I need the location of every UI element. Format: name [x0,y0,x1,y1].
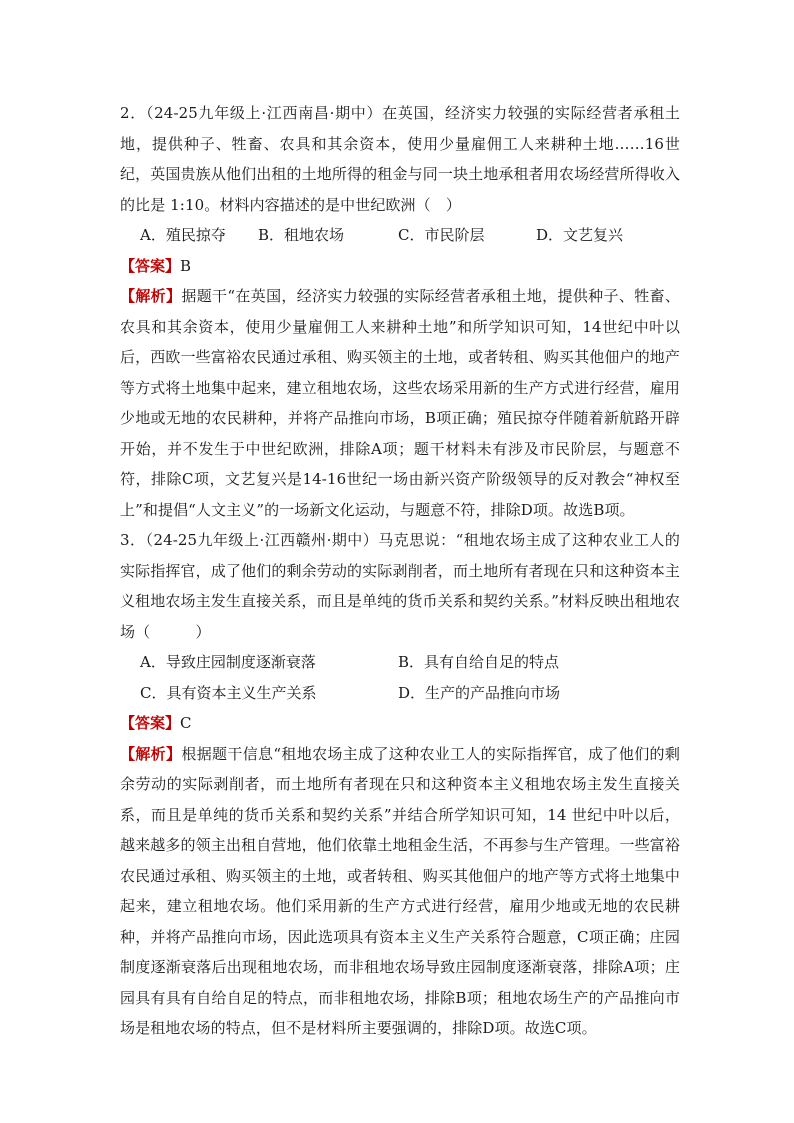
question-2-stem: 2．（24-25九年级上·江西南昌·期中）在英国，经济实力较强的实际经营者承租土地，提供种子、牲畜、农具和其余资本，使用少量雇佣工人来耕种土地……16世纪，英国贵族从他们出租的土地所得的租金与同一块土地承租者用农场经营所得收入的比是 1:10。材料内容描述的是中世纪欧洲（ ） [120,104,680,214]
answer-value: C [180,714,192,732]
question-2-analysis [120,281,680,525]
question-2-options [120,220,680,251]
question-3-analysis [120,739,680,1044]
document-page [120,98,680,1044]
question-3-stem: 3．（24-25九年级上·江西赣州·期中）马克思说：“租地农场主成了这种农业工人的实际指挥官，成了他们的剩余劳动的实际剥削者，而土地所有者现在只和这种资本主义租地农场主发生直接关系，而且是单纯的货币关系和契约关系。”材料反映出租地农场（ ） [120,531,680,641]
question-2-option-a[interactable]: A．殖民掠夺 [140,226,226,244]
answer-value: B [180,256,192,275]
question-3-answer [120,708,680,739]
question-2-option-c[interactable]: C．市民阶层 [398,226,485,244]
question-3-option-c[interactable]: C．具有资本主义生产关系 [140,683,317,702]
question-3-option-d[interactable]: D．生产的产品推向市场 [398,683,561,702]
analysis-text: 据题干“在英国，经济实力较强的实际经营者承租土地，提供种子、牲畜、农具和其余资本，使用少量雇佣工人来耕种土地”和所学知识可知，14世纪中叶以后，西欧一些富裕农民通过承租、购买领主的土地，或者转租、购买其他佃户的地产等方式将土地集中起来，建立租地农场，这些农场采用新的生产方式进行经营，雇用少地或无地的农民耕种，并将产品推向市场，B项正确；殖民掠夺伴随着新航路开辟开始，并不发生于中世纪欧洲，排除A项；题干材料未有涉及市民阶层，与题意不符，排除C项，文艺复兴是14-16世纪一场由新兴资产阶级领导的反对教会“神权至上”和提倡“人文主义”的一场新文化运动，与题意不符，排除D项。故选B项。 [120,287,680,519]
analysis-tag: 【解析】 [120,287,182,305]
question-3-option-b[interactable]: B．具有自给自足的特点 [398,653,560,671]
question-2-option-b[interactable]: B．租地农场 [258,226,345,244]
question-2-answer [120,251,680,282]
question-3-option-a[interactable]: A．导致庄园制度逐渐衰落 [140,653,316,671]
analysis-text: 根据题干信息“租地农场主成了这种农业工人的实际指挥官，成了他们的剩余劳动的实际剥削者，而土地所有者现在只和这种资本主义租地农场主发生直接关系，而且是单纯的货币关系和契约关系”并结合所学知识可知，14 世纪中叶以后，越来越多的领主出租自营地，他们依靠土地租金生活，不再参与生产管理。一些富裕农民通过承租、购买领主的土地，或者转租、购买其他佃户的地产等方式将土地集中起来，建立租地农场。他们采用新的生产方式进行经营，雇用少地或无地的农民耕种，并将产品推向市场，因此选项具有资本主义生产关系符合题意，C项正确；庄园制度逐渐衰落后出现租地农场，而非租地农场导致庄园制度逐渐衰落，排除A项；庄园具有具有自给自足的特点，而非租地农场，排除B项；租地农场生产的产品推向市场是租地农场的特点，但不是材料所主要强调的，排除D项。故选C项。 [120,744,680,1037]
question-3-options [120,647,680,708]
question-2-option-d[interactable]: D．文艺复兴 [536,226,624,244]
analysis-tag: 【解析】 [120,744,182,763]
answer-tag: 【答案】 [120,714,181,732]
answer-tag: 【答案】 [120,256,181,275]
